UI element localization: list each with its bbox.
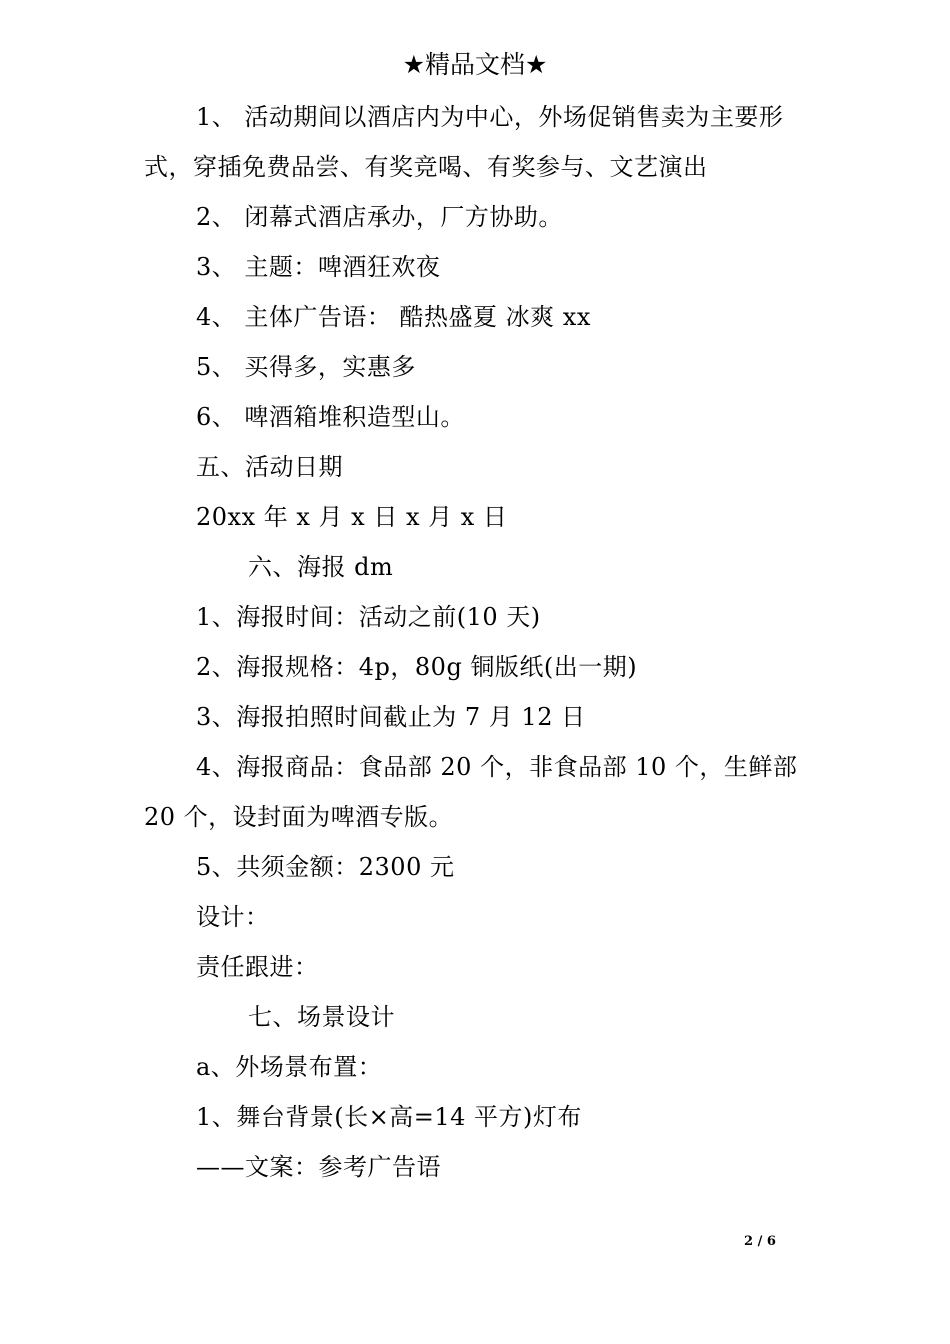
text-line: 责任跟进： xyxy=(196,953,319,981)
text-line: 4、海报商品：食品部 20 个，非食品部 10 个，生鲜部 xyxy=(196,753,798,781)
text-line: 1、舞台背景(长×高=14 平方)灯布 xyxy=(196,1103,582,1131)
section-heading: 五、活动日期 xyxy=(196,453,343,481)
text-line: 式，穿插免费品尝、有奖竞喝、有奖参与、文艺演出 xyxy=(144,153,708,181)
section-heading: 七、场景设计 xyxy=(248,1003,395,1031)
text-line: 设计： xyxy=(196,903,270,931)
text-line: 4、 主体广告语： 酷热盛夏 冰爽 xx xyxy=(196,303,591,331)
text-line: 2、 闭幕式酒店承办，厂方协助。 xyxy=(196,203,563,231)
text-line: 20xx 年 x 月 x 日 x 月 x 日 xyxy=(196,503,508,531)
section-heading: 六、海报 dm xyxy=(248,553,394,581)
document-header-title: ★精品文档★ xyxy=(402,50,548,79)
text-line: 1、海报时间：活动之前(10 天) xyxy=(196,603,541,631)
text-line: 3、海报拍照时间截止为 7 月 12 日 xyxy=(196,703,586,731)
text-line: 2、海报规格：4p，80g 铜版纸(出一期) xyxy=(196,653,638,681)
text-line: a、外场景布置： xyxy=(196,1053,383,1081)
text-line: 3、 主题：啤酒狂欢夜 xyxy=(196,253,441,281)
text-line: 20 个，设封面为啤酒专版。 xyxy=(144,803,454,831)
text-line: 1、 活动期间以酒店内为中心，外场促销售卖为主要形 xyxy=(196,103,784,131)
text-line: 5、 买得多，实惠多 xyxy=(196,353,416,381)
page-number: 2 / 6 xyxy=(744,1234,776,1249)
text-line: 6、 啤酒箱堆积造型山。 xyxy=(196,403,465,431)
text-line: 5、共须金额：2300 元 xyxy=(196,853,455,881)
text-line: ——文案：参考广告语 xyxy=(196,1153,441,1181)
